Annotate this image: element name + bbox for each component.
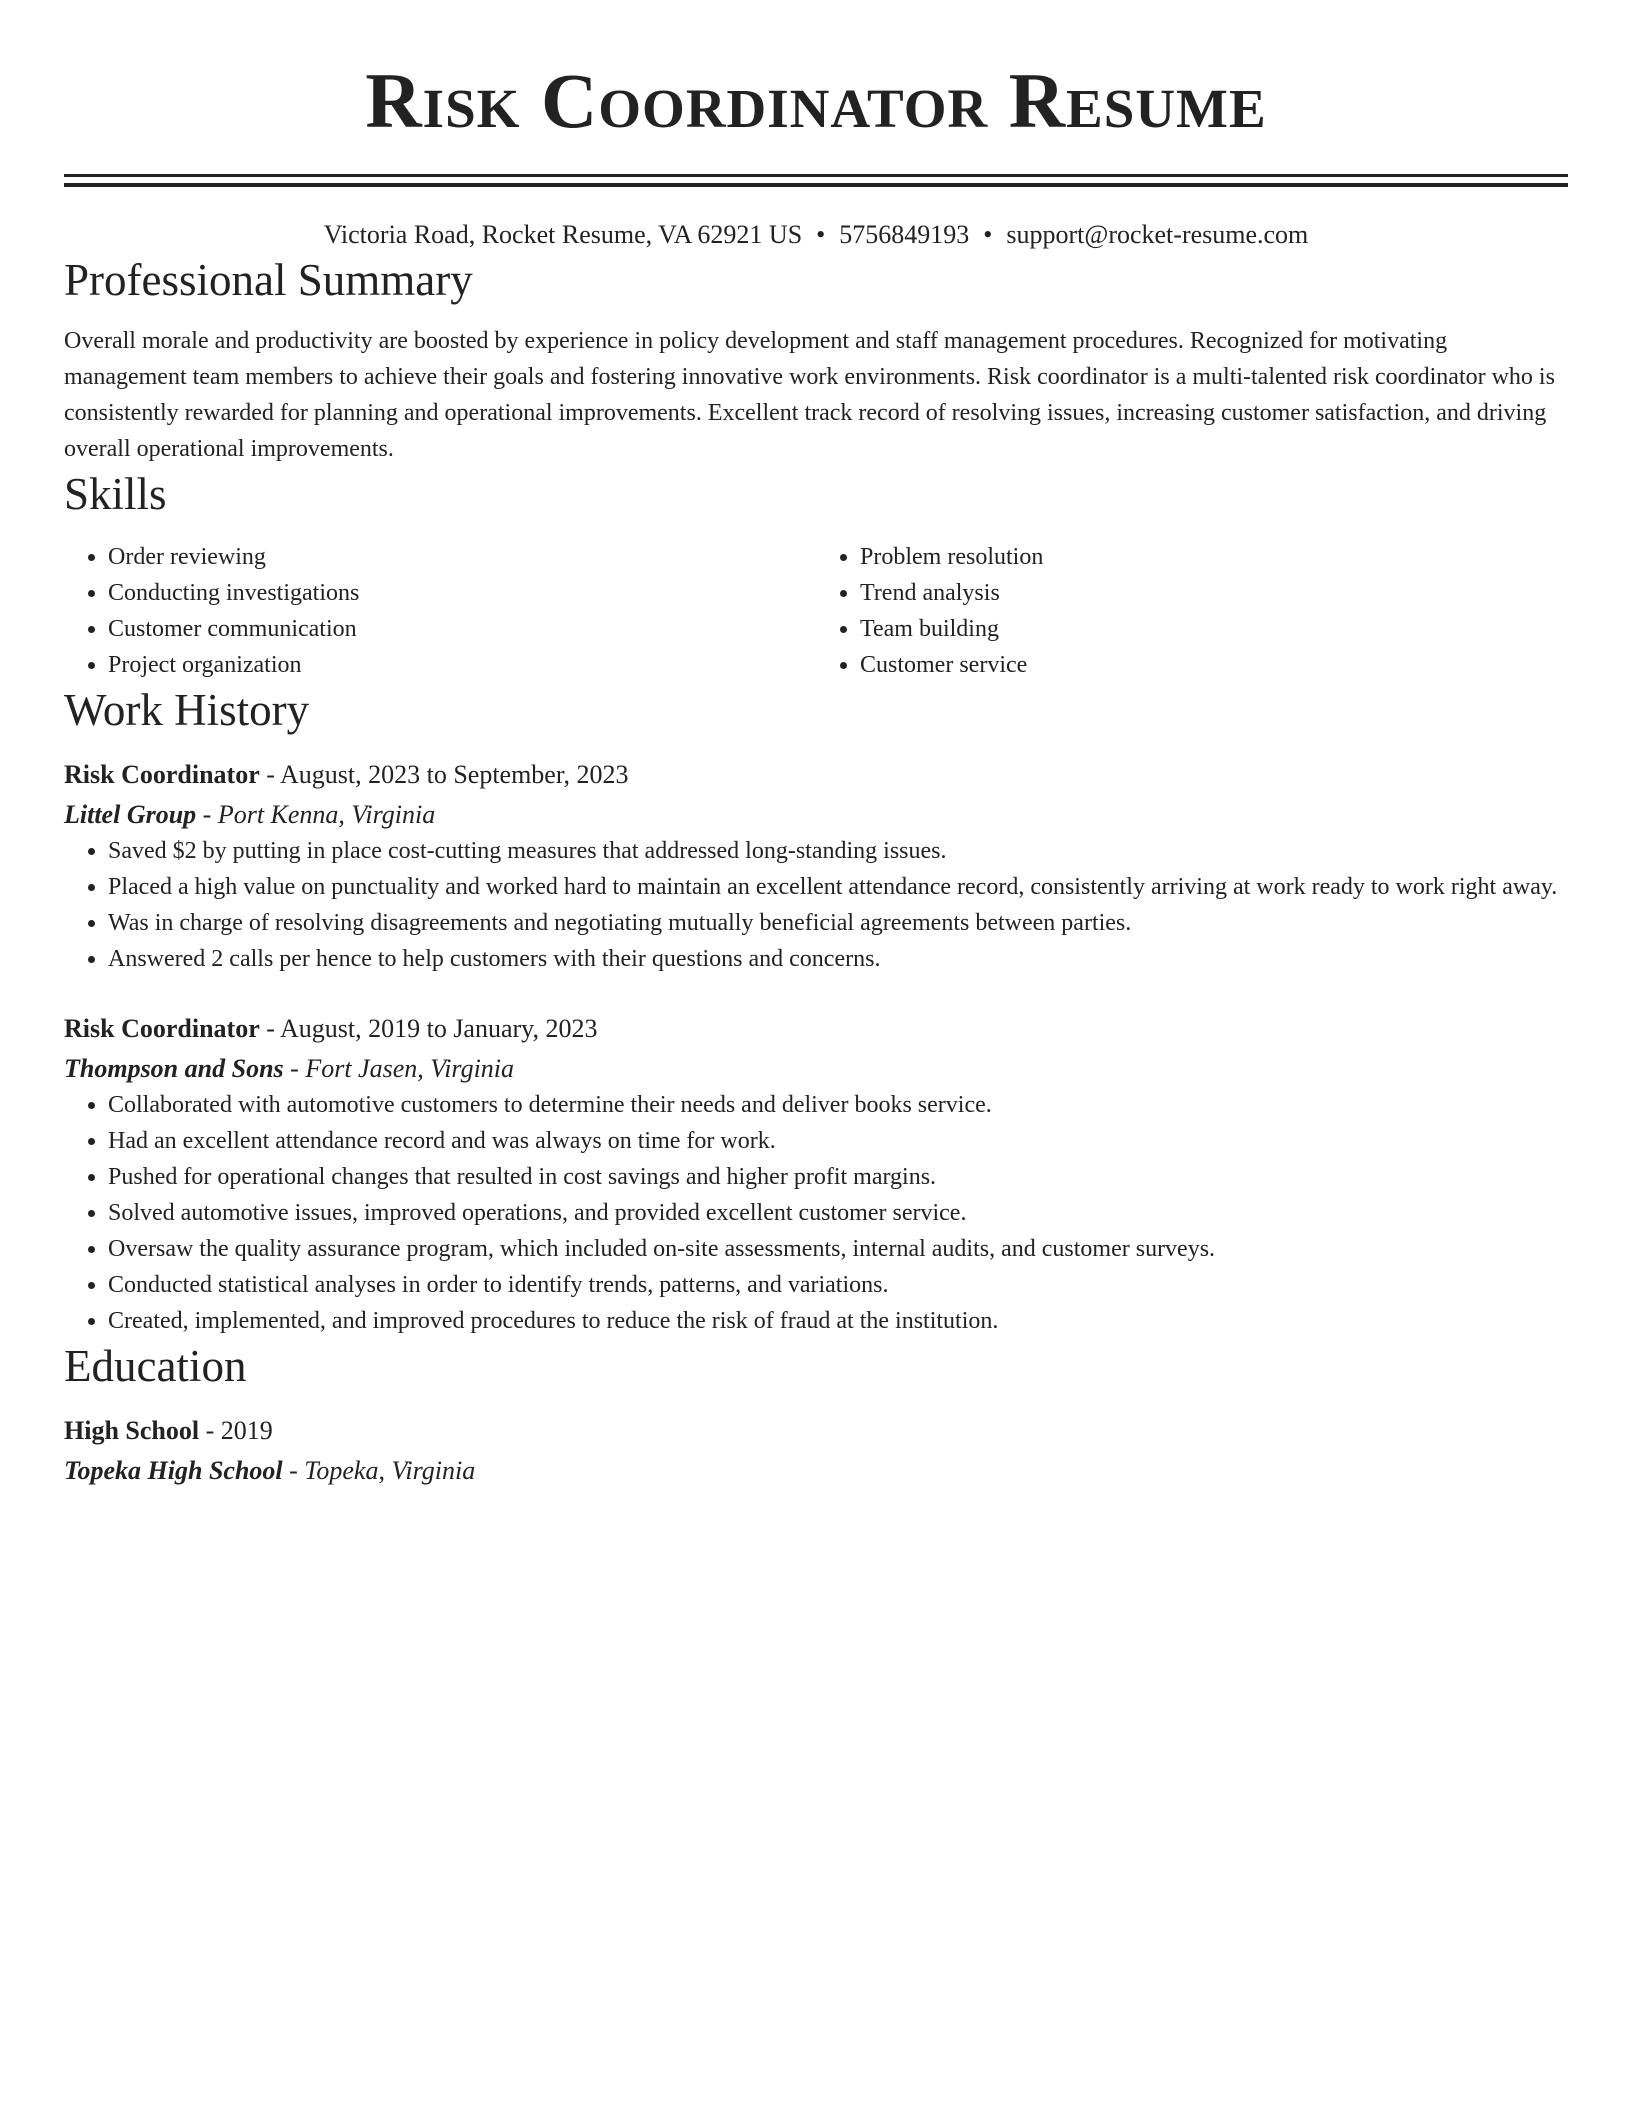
- job-title: Risk Coordinator: [64, 1014, 260, 1043]
- job-location: - Fort Jasen, Virginia: [283, 1054, 515, 1083]
- contact-address: Victoria Road, Rocket Resume, VA 62921 US: [323, 220, 803, 249]
- job-company: Thompson and Sons: [64, 1054, 284, 1083]
- job-company-line: [64, 797, 1568, 833]
- skill-item: • Problem resolution: [860, 539, 1568, 575]
- job-header: [64, 1011, 1568, 1047]
- skill-item: • Team building: [860, 611, 1568, 647]
- skill-item: • Project organization: [108, 647, 816, 683]
- skills-list-right: [816, 539, 1568, 683]
- job-bullet: • Answered 2 calls per hence to help customers with their questions and concerns.: [108, 941, 1568, 977]
- job-bullet: • Created, implemented, and improved procedures to reduce the risk of fraud at the institution.: [108, 1303, 1568, 1339]
- job-dates: - August, 2023 to September, 2023: [259, 760, 629, 789]
- job-title: Risk Coordinator: [64, 760, 260, 789]
- title-rule-top: [64, 174, 1568, 177]
- work-history-heading: Work History: [64, 685, 310, 735]
- skill-item: • Order reviewing: [108, 539, 816, 575]
- contact-email: support@rocket-resume.com: [1006, 220, 1309, 249]
- job-bullet: • Pushed for operational changes that resulted in cost savings and higher profit margins.: [108, 1159, 1568, 1195]
- education-school-line: [64, 1453, 1568, 1489]
- job-entry: [64, 1011, 1568, 1339]
- education-header: [64, 1413, 1568, 1449]
- job-bullet: • Conducted statistical analyses in order to identify trends, patterns, and variations.: [108, 1267, 1568, 1303]
- skills-list-left: [64, 539, 816, 683]
- education-entry: [64, 1413, 1568, 1489]
- education-school: Topeka High School: [64, 1456, 283, 1485]
- job-bullet: • Was in charge of resolving disagreements and negotiating mutually beneficial agreements between parties.: [108, 905, 1568, 941]
- job-location: - Port Kenna, Virginia: [196, 800, 436, 829]
- job-header: [64, 757, 1568, 793]
- skills-grid: [64, 539, 1568, 683]
- contact-line: [64, 217, 1568, 253]
- job-bullets: [64, 833, 1568, 977]
- summary-text: Overall morale and productivity are boosted by experience in policy development and staff management procedures. Recognized for motivating management team members to achieve their goals and fostering innovative work environments. Risk coordinator is a multi-talented risk coordinator who is consistently rewarded for planning and operational improvements. Excellent track record of resolving issues, increasing customer satisfaction, and driving overall operational improvements.: [64, 328, 1555, 462]
- summary-heading: Professional Summary: [64, 255, 473, 305]
- skill-item: • Conducting investigations: [108, 575, 816, 611]
- education-degree: High School: [64, 1416, 200, 1445]
- education-location: - Topeka, Virginia: [282, 1456, 476, 1485]
- job-bullet: • Placed a high value on punctuality and worked hard to maintain an excellent attendance record, consistently arriving at work ready to work right away.: [108, 869, 1568, 905]
- job-company: Littel Group: [64, 800, 197, 829]
- skill-item: • Customer service: [860, 647, 1568, 683]
- job-bullet: • Saved $2 by putting in place cost-cutting measures that addressed long-standing issues.: [108, 833, 1568, 869]
- skill-item: • Trend analysis: [860, 575, 1568, 611]
- contact-phone: 5756849193: [839, 220, 970, 249]
- skill-item: • Customer communication: [108, 611, 816, 647]
- title-rule-bottom: [64, 183, 1568, 187]
- job-bullet: • Solved automotive issues, improved operations, and provided excellent customer service.: [108, 1195, 1568, 1231]
- job-entry: [64, 757, 1568, 977]
- job-company-line: [64, 1051, 1568, 1087]
- contact-separator: •: [816, 220, 826, 249]
- education-year: - 2019: [199, 1416, 273, 1445]
- skills-heading: Skills: [64, 469, 167, 519]
- job-bullet: • Oversaw the quality assurance program, which included on-site assessments, internal audits, and customer surveys.: [108, 1231, 1568, 1267]
- job-dates: - August, 2019 to January, 2023: [259, 1014, 598, 1043]
- job-bullet: • Collaborated with automotive customers to determine their needs and deliver books service.: [108, 1087, 1568, 1123]
- job-bullets: [64, 1087, 1568, 1339]
- resume-title: Risk Coordinator Resume: [365, 57, 1267, 144]
- education-heading: Education: [64, 1341, 247, 1391]
- job-bullet: • Had an excellent attendance record and was always on time for work.: [108, 1123, 1568, 1159]
- contact-separator: •: [983, 220, 993, 249]
